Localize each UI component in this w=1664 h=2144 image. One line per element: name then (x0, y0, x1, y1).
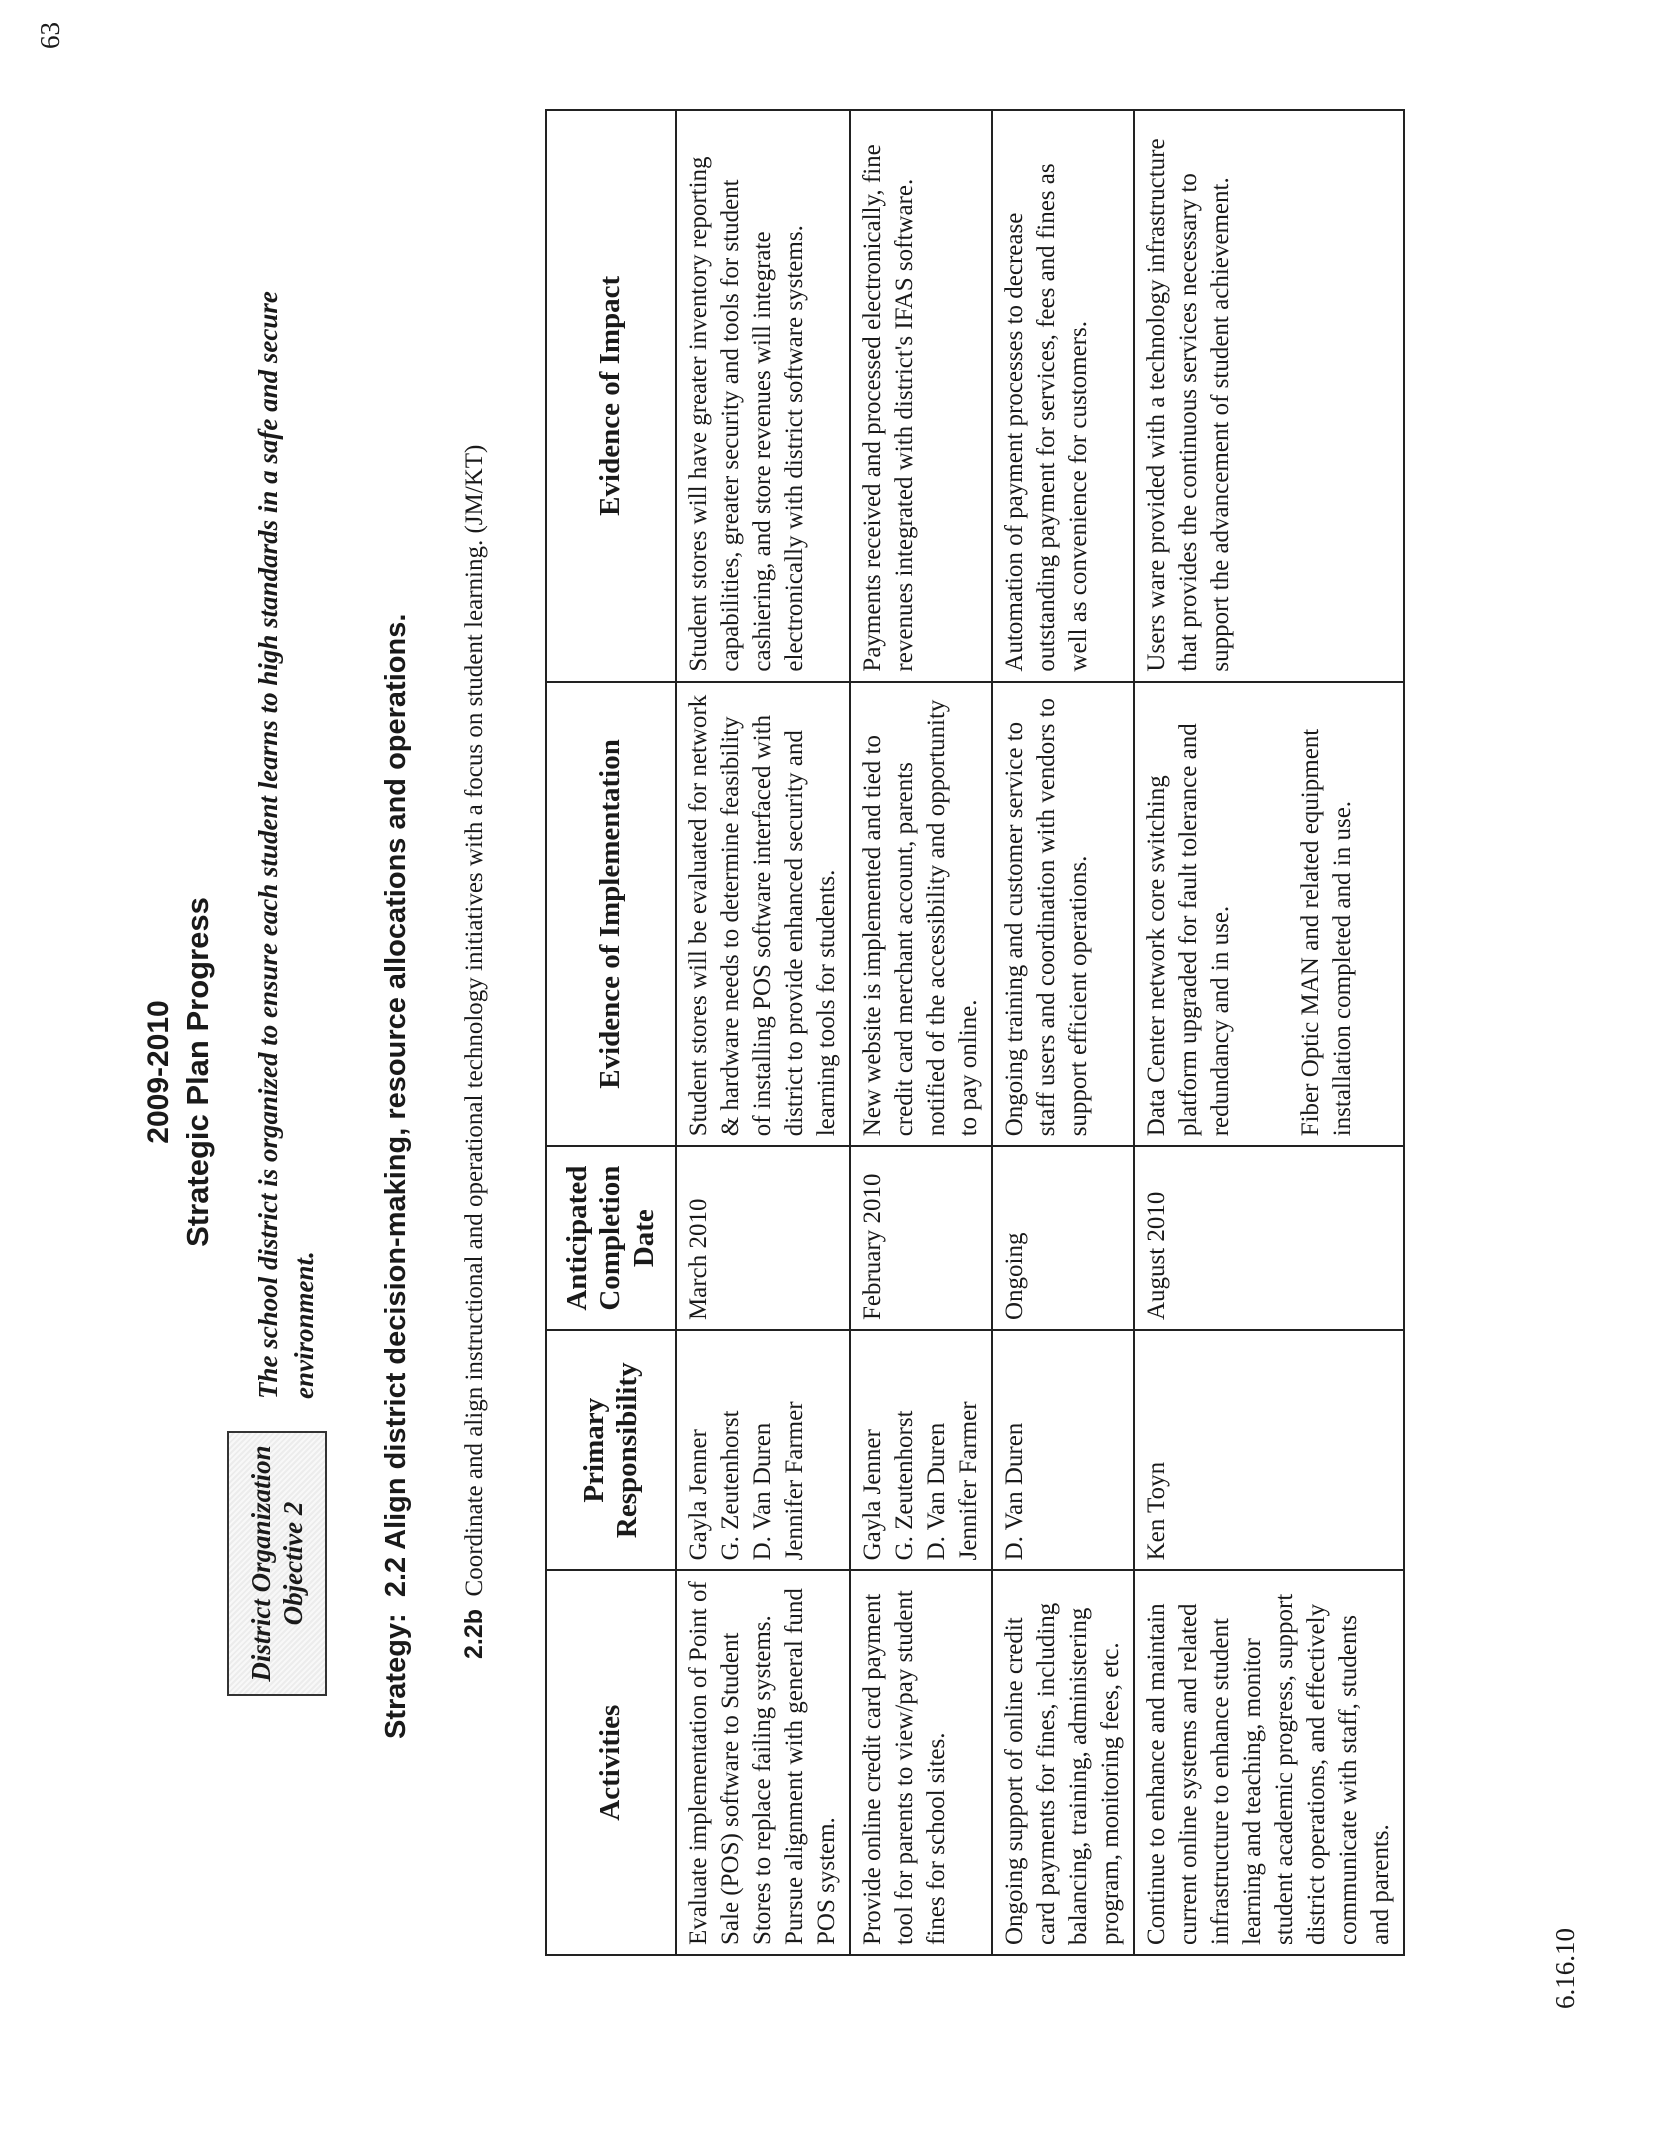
cell-responsibility (1134, 1330, 1404, 1570)
implementation-text: Data Center network core switching platform upgraded for fault tolerance and redundancy and in use. (1143, 723, 1234, 1137)
responsible-person: G. Zeutenhorst (891, 1410, 918, 1561)
cell-activities: Ongoing support of online credit card payments for fines, including balancing, training, administering program, monitoring fees, etc. (992, 1570, 1134, 1955)
objective-label-line2: Objective 2 (278, 1501, 308, 1626)
cell-activities: Provide online credit card payment tool for parents to view/pay student fines for school sites. (850, 1570, 992, 1955)
cell-implementation (850, 682, 992, 1147)
responsible-person: Jennifer Farmer (781, 1401, 808, 1561)
responsible-person: D. Van Duren (1001, 1422, 1028, 1561)
cell-responsibility (992, 1330, 1134, 1570)
table-header-row (546, 110, 676, 1955)
table-row (992, 110, 1134, 1955)
cell-impact: Users ware provided with a technology infrastructure that provides the continuous services necessary to support the advancement of student achievement. (1134, 110, 1404, 682)
cell-responsibility (850, 1330, 992, 1570)
header-evidence-of-implementation: Evidence of Implementation (546, 682, 676, 1147)
strategy-text: 2.2 Align district decision-making, resource allocations and operations. (380, 613, 412, 1598)
strategy-label: Strategy: (380, 1613, 412, 1739)
responsible-person: Gayla Jenner (859, 1429, 886, 1561)
header-primary-responsibility: Primary Responsibility (546, 1330, 676, 1570)
objective-label-box (227, 1431, 327, 1696)
responsible-person: Ken Toyn (1143, 1461, 1170, 1561)
cell-impact: Automation of payment processes to decrease outstanding payment for services, fees and fines as well as convenience for customers. (992, 110, 1134, 682)
page-title: Strategic Plan Progress (180, 897, 215, 1247)
cell-implementation (992, 682, 1134, 1147)
report-year: 2009-2010 (142, 1000, 175, 1144)
responsible-person: G. Zeutenhorst (717, 1410, 744, 1561)
implementation-text: Student stores will be evaluated for network & hardware needs to determine feasibility of installing POS software interfaced with district to provide enhanced security and learning tools for students. (685, 694, 840, 1137)
cell-completion-date: Ongoing (992, 1146, 1134, 1330)
cell-completion-date: March 2010 (676, 1146, 850, 1330)
cell-impact: Payments received and processed electronically, fine revenues integrated with district's IFAS software. (850, 110, 992, 682)
cell-responsibility (676, 1330, 850, 1570)
table-row (676, 110, 850, 1955)
implementation-text: New website is implemented and tied to credit card merchant account, parents notified of the accessibility and opportunity to pay online. (859, 699, 982, 1137)
objective-label-line1: District Organization (245, 1445, 276, 1682)
table-row (1134, 110, 1404, 1955)
cell-implementation (1134, 682, 1404, 1147)
responsible-person: Gayla Jenner (685, 1429, 712, 1561)
cell-completion-date: February 2010 (850, 1146, 992, 1330)
page-number: 63 (35, 22, 65, 49)
cell-activities: Continue to enhance and maintain current online systems and related infrastructure to enhance student learning and teaching, monitor student academic progress, support district operations, and effectively communicate with staff, students and parents. (1134, 1570, 1404, 1955)
sub-strategy (460, 445, 489, 1659)
cell-completion-date: August 2010 (1134, 1146, 1404, 1330)
sub-strategy-number: 2.2b (460, 1608, 488, 1659)
responsible-person: D. Van Duren (923, 1422, 950, 1561)
table-row (850, 110, 992, 1955)
cell-impact: Student stores will have greater inventory reporting capabilities, greater security and tools for student cashiering, and store revenues will integrate electronically with district software systems. (676, 110, 850, 682)
header-anticipated-completion-date: Anticipated Completion Date (546, 1146, 676, 1330)
responsible-person: Jennifer Farmer (955, 1401, 982, 1561)
footer-date: 6.16.10 (1550, 1928, 1580, 2009)
cell-activities: Evaluate implementation of Point of Sale (POS) software to Student Stores to replace failing systems. Pursue alignment with general fund POS system. (676, 1570, 850, 1955)
cell-implementation (676, 682, 850, 1147)
header-activities: Activities (546, 1570, 676, 1955)
objective-statement: The school district is organized to ensure each student learns to high standards in a safe and secure environment. (253, 291, 320, 1399)
spacer (1237, 692, 1295, 1137)
responsible-person: D. Van Duren (749, 1422, 776, 1561)
sub-strategy-text: Coordinate and align instructional and operational technology initiatives with a focus on student learning. (JM/KT) (461, 444, 488, 1597)
strategy-heading (380, 614, 413, 1739)
strategic-plan-table (545, 109, 1405, 1956)
implementation-text: Fiber Optic MAN and related equipment installation completed and in use. (1297, 728, 1356, 1137)
header-evidence-of-impact: Evidence of Impact (546, 110, 676, 682)
implementation-text: Ongoing training and customer service to staff users and coordination with vendors to support efficient operations. (1001, 697, 1092, 1137)
